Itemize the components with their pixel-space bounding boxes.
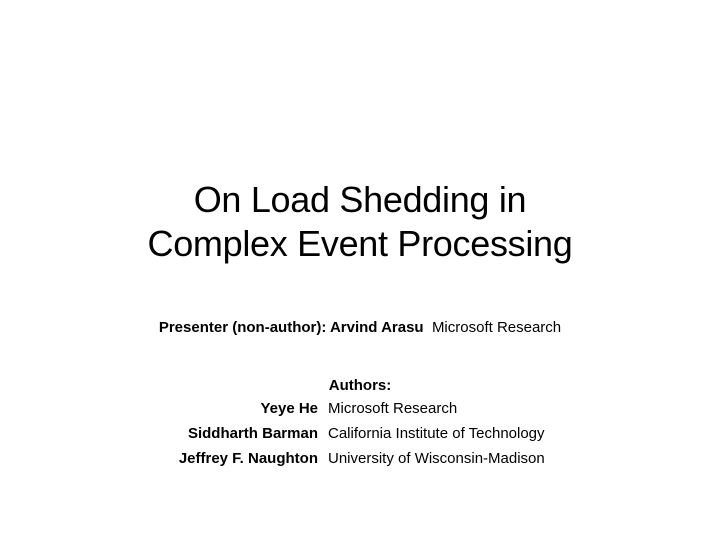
title-line-2: Complex Event Processing (147, 223, 573, 264)
author-name: Siddharth Barman (187, 425, 318, 442)
author-row (0, 397, 720, 421)
author-row (0, 447, 720, 471)
author-affiliation: California Institute of Technology (328, 425, 545, 442)
title-line-1: On Load Shedding in (193, 179, 527, 220)
presenter-label: Presenter (non-author): Arvind Arasu (158, 319, 424, 336)
author-row (0, 422, 720, 446)
slide-title (60, 178, 660, 266)
author-affiliation: Microsoft Research (328, 400, 458, 417)
author-name: Jeffrey F. Naughton (178, 450, 318, 467)
authors-heading: Authors: (328, 377, 392, 394)
author-affiliation: University of Wisconsin-Madison (328, 450, 545, 467)
presenter-affiliation: Microsoft Research (431, 319, 562, 336)
presenter-line (0, 318, 720, 338)
author-name: Yeye He (260, 400, 318, 417)
